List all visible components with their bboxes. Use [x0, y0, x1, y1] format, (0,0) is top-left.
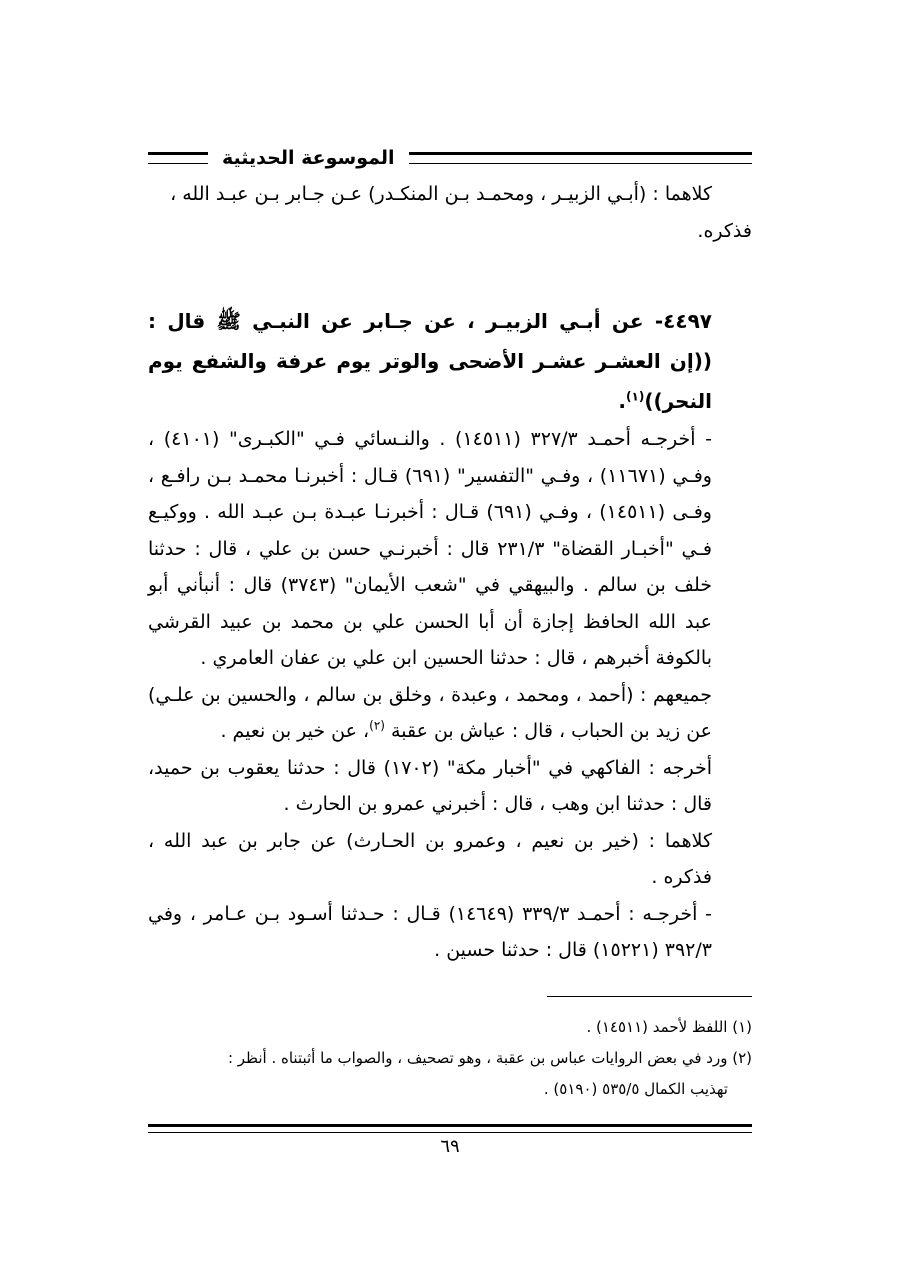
jamiuhum-paragraph [148, 677, 752, 750]
running-header [148, 140, 752, 176]
paragraph-continuation: كلاهما : (أبـي الزبيـر ، ومحمـد بـن المنكـدر) عـن جـابر بـن عبـد الله ، [170, 183, 712, 205]
takhrij-paragraph: - أخرجـه أحمـد ٣٢٧/٣ (١٤٥١١) . والنـسائي فـي "الكبـرى" (٤١٠١) ، وفـي (١١٦٧١) ، وفـي "التفسير" (٦٩١) قـال : أخبرنـا محمـد بـن رافـع ، وفـى (١٤٥١١) ، وفـي (٦٩١) قـال : أخبرنـا عبـدة بـن عبـد الله . ووكيـع فـي "أخبـار القضاة" ٢٣١/٣ قال : أخبرنـي حسن بن علي ، قال : حدثنا خلف بن سالم . والبيهقي في "شعب الأيمان" (٣٧٤٣) قال : أنبأني أبو عبد الله الحافظ إجازة أن أبا الحسن علي بن محمد بن عبيد القرشي بالكوفة أخبرهم ، قال : حدثنا الحسين ابن علي بن عفان العامري . [148, 428, 712, 669]
header-rule-right [740, 152, 752, 164]
footnotes [148, 1012, 752, 1105]
kilahuma-paragraph: كلاهما : (خير بن نعيم ، وعمرو بن الحـارث) عن جابر بن عبد الله ، فذكره . [148, 829, 712, 888]
ahmad-paragraph: - أخرجـه : أحمـد ٣٣٩/٣ (١٤٦٤٩) قـال : حـدثنا أسـود بـن عـامر ، وفي ٣٩٢/٣ (١٥٢٢١) قال : حدثنا حسين . [148, 902, 713, 961]
header-rule-long [409, 152, 741, 164]
footnote-separator [547, 996, 752, 997]
main-text [148, 176, 752, 969]
footnote-1: (١) اللفظ لأحمد (١٤٥١١) . [586, 1018, 752, 1036]
footnote-ref-1: (١) [626, 389, 645, 404]
header-title: الموسوعة الحديثية [222, 147, 395, 169]
section-gap [148, 249, 752, 301]
footnote-2: (٢) ورد في بعض الروايات عباس بن عقبة ، وهو تصحيف ، والصواب ما أثبتناه . أنظر : [227, 1049, 752, 1067]
fakihi-paragraph: أخرجه : الفاكهي في "أخبار مكة" (١٧٠٢) قال : حدثنا يعقوب بن حميد، قال : حدثنا ابن وهب ، قال : أخبرني عمرو بن الحارث . [148, 756, 713, 815]
footer-rule [148, 1124, 752, 1133]
footnote-2-cont: تهذيب الكمال ٥٣٥/٥ (٥١٩٠) . [543, 1080, 728, 1098]
paragraph-continuation-end: فذكره. [697, 219, 752, 242]
footnote-ref-2: (٢) [369, 718, 385, 733]
hadith-text: ٤٤٩٧- عن أبـي الزبيـر ، عن جـابر عن النبـي ﷺ قال : ((إن العشـر عشـر الأضحى والوتر يوم عرفة والشفع يوم النحر))$^{(١)}$. [148, 309, 712, 413]
page-number: ٦٩ [440, 1136, 460, 1157]
jamiuhum-text: جميعهم : (أحمد ، ومحمد ، وعبدة ، وخلق بن سالم ، والحسين بن علـي) عن زيد بن الحباب ، قال : عياش بن عقبة [148, 683, 712, 742]
header-rule-short [148, 152, 208, 164]
jamiuhum-text-end: ، عن خير بن نعيم . [220, 720, 370, 742]
hadith-body: ٤٤٩٧- عن أبـي الزبيـر ، عن جـابر عن النبـي ﷺ قال : ((إن العشـر عشـر الأضحى والوتر يوم عرفة والشفع يوم النحر)) [148, 309, 712, 413]
